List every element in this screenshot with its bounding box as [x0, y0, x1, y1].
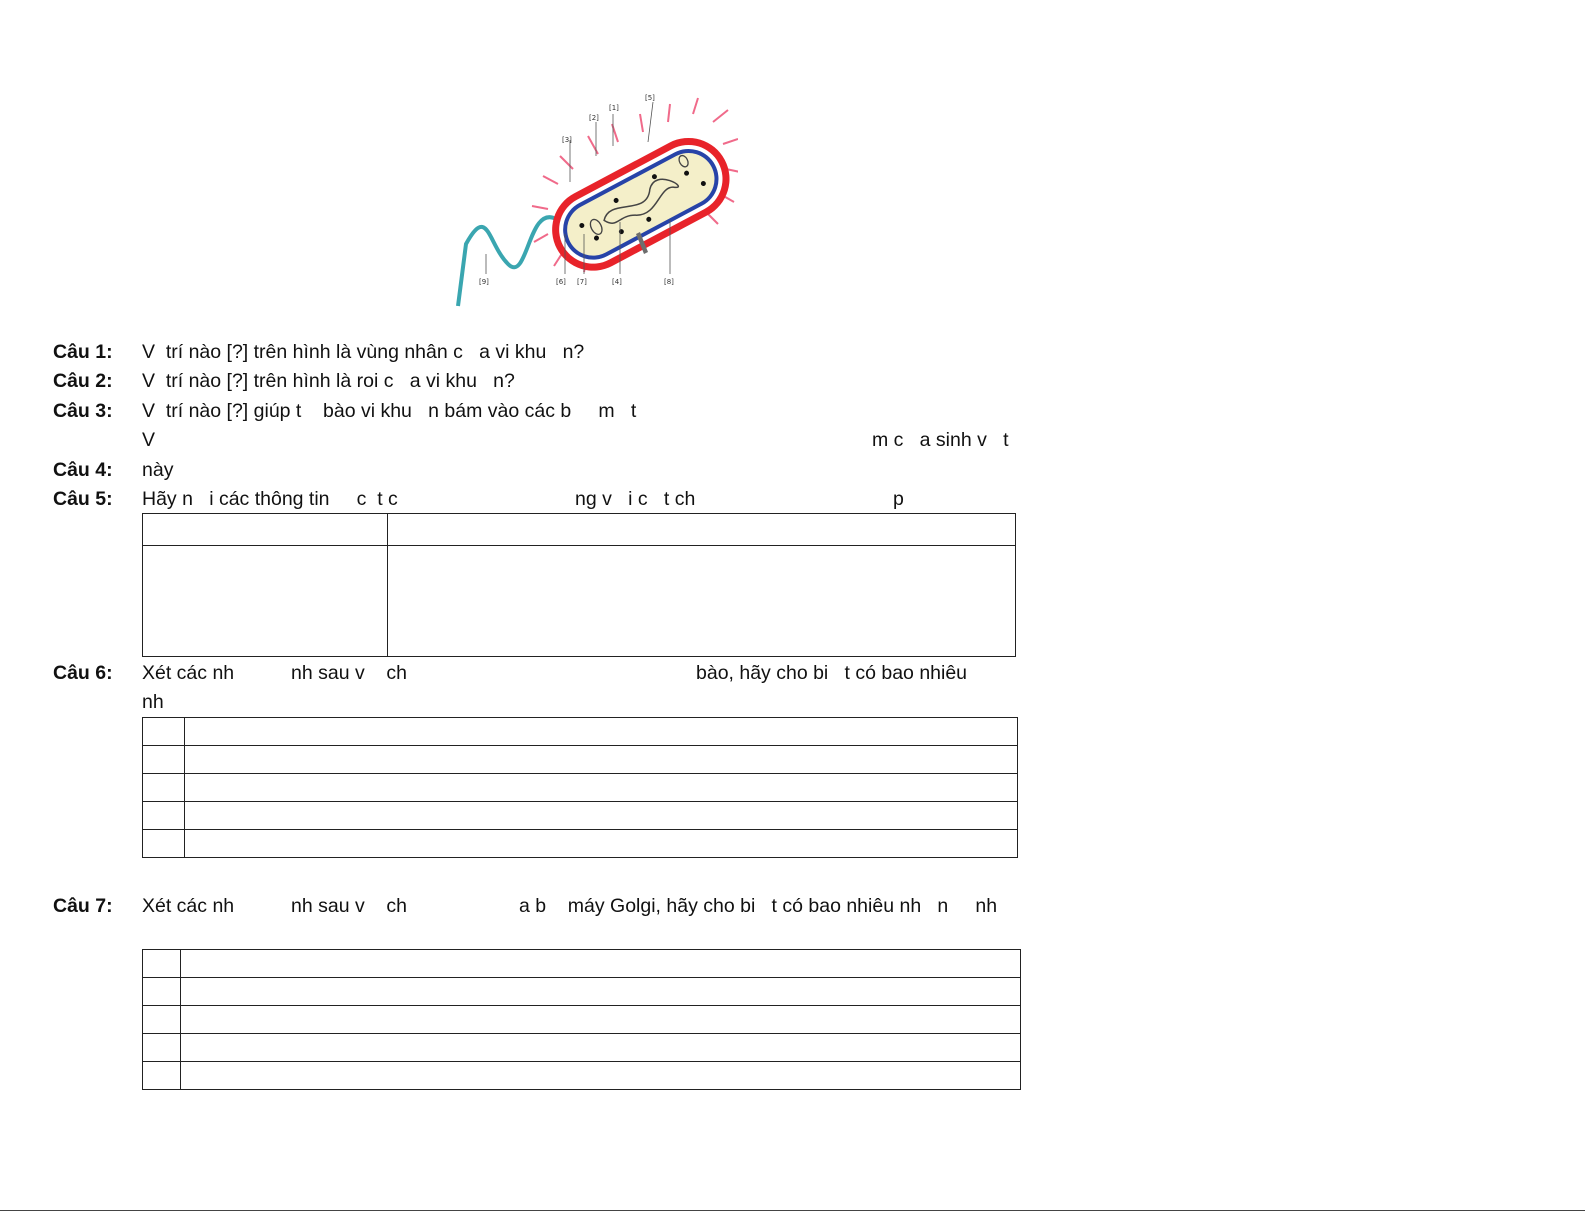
question-3-line2-right: m c a sinh v t	[872, 429, 1009, 451]
question-6-text-part1: Xét các nh	[142, 662, 235, 684]
table-cell[interactable]	[143, 1006, 181, 1034]
question-5-text-part2: ng v i c t ch	[575, 488, 696, 510]
table-cell[interactable]	[181, 1006, 1021, 1034]
page-bottom-divider	[0, 1210, 1585, 1211]
label-3: [3]	[562, 136, 572, 144]
table-cell[interactable]	[181, 1034, 1021, 1062]
question-2-text: V trí nào [?] trên hình là roi c a vi khu n?	[142, 370, 515, 392]
question-7-text-part2: nh sau v ch	[291, 895, 407, 917]
bacterium-cell-diagram	[448, 84, 738, 309]
question-1-label: Câu 1:	[53, 341, 113, 363]
table-cell[interactable]	[143, 546, 388, 657]
question-1-text: V trí nào [?] trên hình là vùng nhân c a vi khu n?	[142, 341, 585, 363]
table-cell[interactable]	[143, 514, 388, 546]
label-4: [4]	[612, 278, 622, 286]
question-6-text-part2: nh sau v ch	[291, 662, 407, 684]
question-6-statements-table	[142, 717, 1018, 858]
question-3-label: Câu 3:	[53, 400, 113, 422]
table-cell[interactable]	[388, 546, 1016, 657]
table-cell[interactable]	[185, 774, 1018, 802]
question-2-label: Câu 2:	[53, 370, 113, 392]
table-cell[interactable]	[143, 830, 185, 858]
question-5-text-part1: Hãy n i các thông tin c t c	[142, 488, 398, 510]
table-cell[interactable]	[143, 1062, 181, 1090]
table-cell[interactable]	[143, 950, 181, 978]
question-7-text-part3: a b máy Golgi, hãy cho bi t có bao nhiêu nh n nh	[519, 895, 998, 917]
question-5-matching-table	[142, 513, 1016, 657]
table-cell[interactable]	[143, 746, 185, 774]
question-5-text-part3: p	[893, 488, 904, 510]
question-4-text: này	[142, 459, 174, 481]
question-7-text-part1: Xét các nh	[142, 895, 235, 917]
table-cell[interactable]	[181, 950, 1021, 978]
table-cell[interactable]	[143, 1034, 181, 1062]
table-cell[interactable]	[143, 718, 185, 746]
question-7-label: Câu 7:	[53, 895, 113, 917]
table-cell[interactable]	[185, 746, 1018, 774]
label-5: [5]	[645, 94, 655, 102]
table-cell[interactable]	[143, 978, 181, 1006]
label-8: [8]	[664, 278, 674, 286]
question-3-text: V trí nào [?] giúp t bào vi khu n bám vào các b m t	[142, 400, 637, 422]
question-6-label: Câu 6:	[53, 662, 113, 684]
label-6: [6]	[556, 278, 566, 286]
table-cell[interactable]	[185, 718, 1018, 746]
question-6-line2: nh	[142, 691, 164, 713]
label-9: [9]	[479, 278, 489, 286]
question-4-label: Câu 4:	[53, 459, 113, 481]
question-7-statements-table	[142, 949, 1021, 1090]
flagellum	[458, 217, 556, 306]
table-cell[interactable]	[185, 830, 1018, 858]
question-6-text-part3: bào, hãy cho bi t có bao nhiêu	[696, 662, 968, 684]
table-cell[interactable]	[185, 802, 1018, 830]
label-7: [7]	[577, 278, 587, 286]
question-5-label: Câu 5:	[53, 488, 113, 510]
table-cell[interactable]	[181, 1062, 1021, 1090]
table-cell[interactable]	[143, 802, 185, 830]
question-3-line2-left: V	[142, 429, 156, 451]
table-cell[interactable]	[143, 774, 185, 802]
table-cell[interactable]	[388, 514, 1016, 546]
label-2: [2]	[589, 114, 599, 122]
table-cell[interactable]	[181, 978, 1021, 1006]
label-1: [1]	[609, 104, 619, 112]
